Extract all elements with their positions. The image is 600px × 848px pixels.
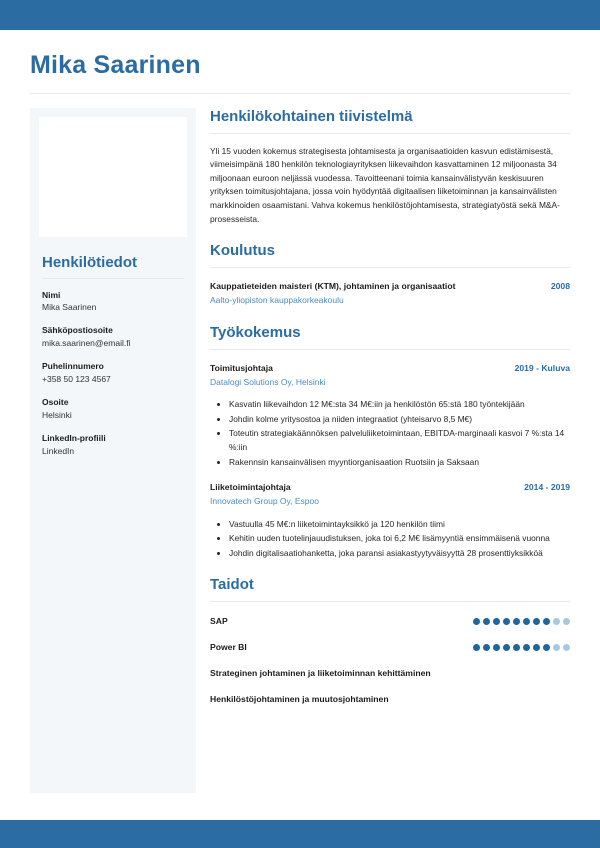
rating-dot-filled (503, 618, 510, 625)
skill-rating-dots (473, 644, 570, 651)
rating-dot-empty (563, 644, 570, 651)
contact-field-phone (42, 360, 187, 386)
section-divider-experience (210, 349, 570, 350)
skill-name: Strateginen johtaminen ja liiketoiminnan kehittäminen (210, 668, 431, 679)
education-degree: Kauppatieteiden maisteri (KTM), johtaminen ja organisaatiot (210, 281, 456, 292)
page-title: Mika Saarinen (30, 51, 201, 79)
section-skills (210, 576, 570, 706)
experience-date: 2019 - Kuluva (514, 362, 570, 373)
rating-dot-filled (533, 644, 540, 651)
skill-name: Henkilöstöjohtaminen ja muutosjohtaminen (210, 694, 389, 705)
experience-job-title: Liiketoimintajohtaja (210, 482, 291, 493)
experience-entry (210, 362, 570, 470)
experience-bullet: • Rakennsin kansainvälisen myyntiorganisaation Ruotsiin ja Saksaan (229, 456, 570, 470)
section-divider-skills (210, 601, 570, 602)
contact-field-linkedin (42, 432, 187, 458)
experience-company: Datalogi Solutions Oy, Helsinki (210, 376, 326, 387)
rating-dot-empty (563, 618, 570, 625)
rating-dot-filled (533, 618, 540, 625)
experience-bullet: • Johdin digitalisaatiohanketta, joka paransi asiakastyytyväisyyttä 28 prosenttiyksikköä (229, 547, 570, 561)
experience-entry-head (210, 362, 570, 375)
top-accent-bar (0, 0, 600, 30)
experience-company: Innovatech Group Oy, Espoo (210, 496, 319, 507)
experience-entry-head (210, 481, 570, 494)
section-heading-summary: Henkilökohtainen tiivistelmä (210, 107, 413, 125)
resume-body (0, 30, 600, 820)
section-heading-experience: Työkokemus (210, 323, 301, 341)
experience-entry (210, 481, 570, 560)
section-heading-skills: Taidot (210, 576, 254, 594)
experience-bullets (210, 518, 570, 561)
rating-dot-filled (473, 644, 480, 651)
rating-dot-filled (523, 644, 530, 651)
contact-value-linkedin[interactable]: LinkedIn (42, 445, 75, 456)
bottom-accent-bar (0, 820, 600, 848)
rating-dot-filled (483, 618, 490, 625)
contact-field-address (42, 396, 187, 422)
name-block (0, 30, 600, 94)
experience-bullet: • Toteutin strategiakäännöksen palveluliiketoimintaan, EBITDA-marginaali kasvoi 7 %:sta 14 %:iin (229, 427, 570, 454)
experience-bullets (210, 398, 570, 469)
photo-placeholder (39, 117, 187, 237)
rating-dot-filled (493, 644, 500, 651)
contact-label-address: Osoite (42, 397, 69, 408)
skill-name: Power BI (210, 642, 247, 653)
contact-field-email (42, 324, 187, 350)
experience-date: 2014 - 2019 (524, 482, 570, 493)
rating-dot-filled (543, 644, 550, 651)
contact-field-name (42, 289, 187, 315)
sidebar (30, 108, 196, 793)
rating-dot-filled (523, 618, 530, 625)
rating-dot-filled (513, 618, 520, 625)
contact-value-email[interactable]: mika.saarinen@email.fi (42, 338, 131, 349)
education-entry-head (210, 280, 570, 293)
education-date: 2008 (550, 281, 570, 292)
sidebar-heading-divider (42, 278, 184, 279)
contact-label-linkedin: LinkedIn-profiili (42, 433, 106, 444)
skill-row (210, 667, 570, 680)
experience-bullet: • Vastuulla 45 M€:n liiketoimintayksikkö ja 120 henkilön tiimi (229, 518, 570, 532)
section-divider-summary (210, 133, 570, 134)
section-experience (210, 324, 570, 561)
contact-label-phone: Puhelinnumero (42, 361, 104, 372)
skill-row (210, 693, 570, 706)
rating-dot-filled (513, 644, 520, 651)
rating-dot-filled (543, 618, 550, 625)
section-education (210, 242, 570, 307)
section-summary (210, 108, 570, 227)
skill-row (210, 641, 570, 654)
main-column (196, 108, 600, 711)
contact-label-email: Sähköpostiosoite (42, 325, 113, 336)
rating-dot-empty (553, 618, 560, 625)
experience-job-title: Toimitusjohtaja (210, 362, 273, 373)
rating-dot-filled (493, 618, 500, 625)
rating-dot-empty (553, 644, 560, 651)
rating-dot-filled (473, 618, 480, 625)
skill-rating-dots (473, 618, 570, 625)
skill-name: SAP (210, 616, 228, 627)
contact-label-name: Nimi (42, 289, 61, 300)
rating-dot-filled (483, 644, 490, 651)
section-divider-education (210, 267, 570, 268)
contact-value-address: Helsinki (42, 410, 72, 421)
education-entry (210, 280, 570, 307)
section-heading-education: Koulutus (210, 242, 275, 260)
education-institution: Aalto-yliopiston kauppakorkeakoulu (210, 295, 344, 306)
experience-bullet: • Johdin kolme yritysostoa ja niiden integraatiot (yhteisarvo 8,5 M€) (229, 413, 570, 427)
rating-dot-filled (503, 644, 510, 651)
sidebar-heading-personal-details: Henkilötiedot (42, 253, 138, 271)
skill-row (210, 615, 570, 628)
contact-value-name: Mika Saarinen (42, 302, 97, 313)
summary-text: Yli 15 vuoden kokemus strategisesta johtamisesta ja organisaatioiden kasvun edistämisestä, viimeisimpänä 180 henkilön teknologiayrityksen liikevaihdon kasvattaminen 12 miljoonasta 34 miljoonaan euroon neljässä vuodessa. Tavoitteenani toimia kansainvälistyvän keskisuuren yrityksen toimitusjohtajana, jossa voin hyödyntää digitaalisen liiketoiminnan ja kansainvälisten markkinoiden osaamistani. Vahva kokemus henkilöstöjohtamisesta, strategiatyöstä sekä M&A-prosesseista. (210, 145, 560, 224)
content-columns (0, 94, 600, 793)
contact-value-phone[interactable]: +358 50 123 4567 (42, 374, 111, 385)
experience-bullet: • Kehitin uuden tuotelinjauudistuksen, joka toi 6,2 M€ lisämyyntiä ensimmäisenä vuonna (229, 532, 570, 546)
experience-bullet: • Kasvatin liikevaihdon 12 M€:sta 34 M€:iin ja henkilöstön 65:stä 180 työntekijään (229, 398, 570, 412)
